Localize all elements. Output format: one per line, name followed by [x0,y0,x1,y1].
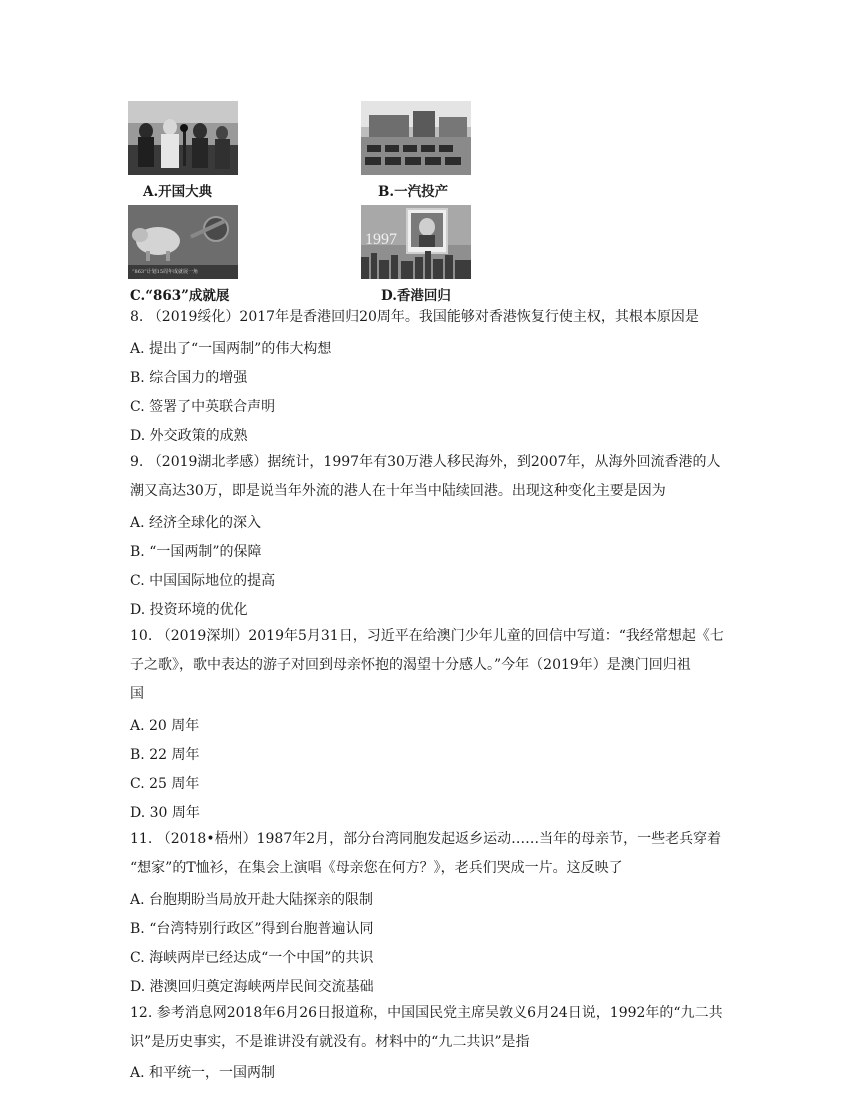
photo-863-exhibition [128,205,238,279]
question-9-option-d: D. 投资环境的优化 [130,602,248,618]
question-12-line-2: 识”是历史事实，不是谁讲没有就没有。材料中的“九二共识”是指 [130,1034,530,1050]
question-12-option-a: A. 和平统一，一国两制 [130,1065,276,1081]
question-11-option-b: B. “台湾特别行政区”得到台胞普遍认同 [130,921,374,937]
question-10-line-3: 国 [130,686,144,702]
question-10-option-c: C. 25 周年 [130,776,200,792]
question-8-line-1: 8. （2019绥化）2017年是香港回归20周年。我国能够对香港恢复行使主权，其根本原因是 [130,309,699,325]
question-10-stem [130,622,730,709]
question-8-option-a: A. 提出了“一国两制”的伟大构想 [130,341,332,357]
photo-863-caption-text: “863”计划15周年成就展一角 [132,269,199,275]
question-10-option-b: B. 22 周年 [130,747,200,763]
question-10-line-1: 10. （2019深圳）2019年5月31日，习近平在给澳门少年儿童的回信中写道：“我经常想起《七 [130,628,724,644]
question-10-option-a: A. 20 周年 [130,718,200,734]
question-9-option-c: C. 中国国际地位的提高 [130,573,276,589]
photo-hong-kong-stamp [361,205,471,279]
figure-caption-c: C.“863”成就展 [130,288,230,304]
question-9-line-1: 9. （2019湖北孝感）据统计，1997年有30万港人移民海外，到2007年，从海外回流香港的人 [130,454,721,470]
photo-stamp-year: 1997 [365,231,397,248]
question-9-stem [130,448,730,506]
photo-founding-ceremony [128,101,238,175]
question-12-stem [130,999,730,1057]
question-10-option-d: D. 30 周年 [130,805,200,821]
question-11-line-1: 11. （2018•梧州）1987年2月，部分台湾同胞发起返乡运动……当年的母亲节，一些老兵穿着 [130,831,722,847]
question-8-option-b: B. 综合国力的增强 [130,370,248,386]
question-11-line-2: “想家”的T恤衫，在集会上演唱《母亲您在何方？》，老兵们哭成一片。这反映了 [130,860,623,876]
question-9-option-a: A. 经济全球化的深入 [130,515,262,531]
question-11-option-a: A. 台胞期盼当局放开赴大陆探亲的限制 [130,892,374,908]
figure-caption-b: B.一汽投产 [378,184,449,200]
question-8-option-c: C. 签署了中英联合声明 [130,399,276,415]
question-11-stem [130,825,730,883]
question-10-line-2: 子之歌》，歌中表达的游子对回到母亲怀抱的渴望十分感人。”今年（2019年）是澳门回归祖 [130,657,691,673]
question-12-line-1: 12. 参考消息网2018年6月26日报道称，中国国民党主席吴敦义6月24日说，1992年的“九二共 [130,1005,723,1021]
question-11-option-c: C. 海峡两岸已经达成“一个中国”的共识 [130,950,374,966]
question-9-line-2: 潮又高达30万，即是说当年外流的港人在十年当中陆续回港。出现这种变化主要是因为 [130,483,666,499]
figure-caption-a: A.开国大典 [143,184,213,200]
photo-faw-production [361,101,471,175]
question-11-option-d: D. 港澳回归奠定海峡两岸民间交流基础 [130,979,374,995]
question-9-option-b: B. “一国两制”的保障 [130,544,262,560]
question-8-stem [130,303,730,332]
question-8-option-d: D. 外交政策的成熟 [130,428,248,444]
figure-caption-d: D.香港回归 [381,288,451,304]
